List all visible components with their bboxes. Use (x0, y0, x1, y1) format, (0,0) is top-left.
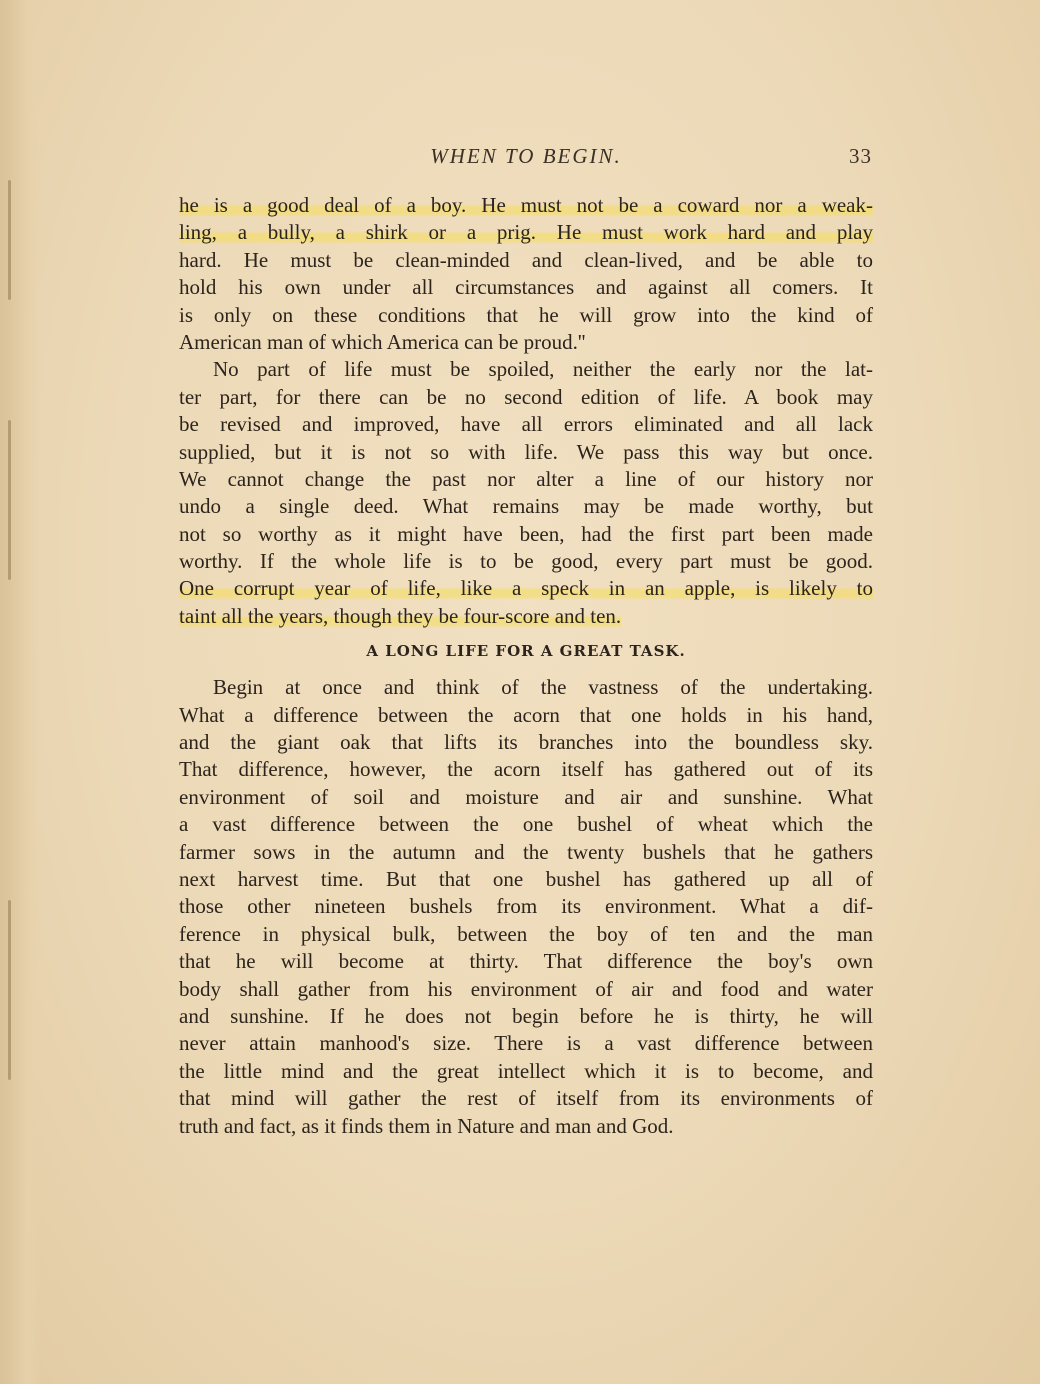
text-line: ference in physical bulk, between the boy of ten and the man (179, 921, 873, 946)
text-line: be revised and improved, have all errors eliminated and all lack (179, 412, 873, 437)
text-line: is only on these conditions that he will grow into the kind of (179, 302, 873, 327)
page-number: 33 (849, 144, 872, 168)
text-line: a vast difference between the one bushel of wheat which the (179, 812, 873, 837)
text-line: the little mind and the great intellect which it is to become, and (179, 1058, 873, 1083)
text-line (179, 603, 873, 630)
text-line (179, 575, 873, 602)
text-line: Begin at once and think of the vastness of the undertaking. (213, 675, 873, 700)
text-line: ter part, for there can be no second edition of life. A book may (179, 384, 873, 409)
binding-crease (8, 180, 11, 300)
text-line: never attain manhood's size. There is a vast difference between (179, 1031, 873, 1056)
highlighted-text: taint all the years, though they be four-score and ten. (179, 603, 622, 628)
text-line: hold his own under all circumstances and against all comers. It (179, 275, 873, 300)
highlighted-text: One corrupt year of life, like a speck in an apple, is likely to (179, 576, 873, 601)
text-line: worthy. If the whole life is to be good, every part must be good. (179, 549, 873, 574)
text-line: No part of life must be spoiled, neither the early nor the lat- (213, 357, 873, 382)
text-line: farmer sows in the autumn and the twenty bushels that he gathers (179, 839, 873, 864)
text-line: that mind will gather the rest of itself from its environments of (179, 1086, 873, 1111)
text-line: American man of which America can be proud.'' (179, 329, 586, 354)
text-line: We cannot change the past nor alter a line of our history nor (179, 466, 873, 491)
highlighted-text: he is a good deal of a boy. He must not be a coward nor a weak- (179, 193, 873, 217)
text-line: What a difference between the acorn that one holds in his hand, (179, 702, 873, 727)
text-line: and sunshine. If he does not begin before he is thirty, he will (179, 1003, 873, 1028)
binding-crease (8, 420, 11, 580)
text-line: truth and fact, as it finds them in Nature and man and God. (179, 1113, 674, 1138)
binding-crease (8, 900, 11, 1080)
highlighted-text: ling, a bully, a shirk or a prig. He must work hard and play (179, 220, 873, 245)
text-line: next harvest time. But that one bushel has gathered up all of (179, 866, 873, 891)
text-line: those other nineteen bushels from its environment. What a dif- (179, 894, 873, 919)
text-line: environment of soil and moisture and air and sunshine. What (179, 784, 873, 809)
text-line: That difference, however, the acorn itself has gathered out of its (179, 757, 873, 782)
text-line: body shall gather from his environment of air and food and water (179, 976, 873, 1001)
running-title: WHEN TO BEGIN. (430, 144, 622, 168)
section-heading: A LONG LIFE FOR A GREAT TASK. (366, 642, 686, 661)
page-text (179, 192, 873, 1140)
text-line (179, 219, 873, 246)
binding-gutter (0, 0, 40, 1384)
text-line: undo a single deed. What remains may be made worthy, but (179, 494, 873, 519)
text-line: that he will become at thirty. That difference the boy's own (179, 949, 873, 974)
text-line: hard. He must be clean-minded and clean-lived, and be able to (179, 247, 873, 272)
page-header (180, 144, 872, 174)
text-line (179, 192, 873, 219)
text-line: supplied, but it is not so with life. We pass this way but once. (179, 439, 873, 464)
text-line: not so worthy as it might have been, had the first part been made (179, 521, 873, 546)
text-line: and the giant oak that lifts its branches into the boundless sky. (179, 730, 873, 755)
